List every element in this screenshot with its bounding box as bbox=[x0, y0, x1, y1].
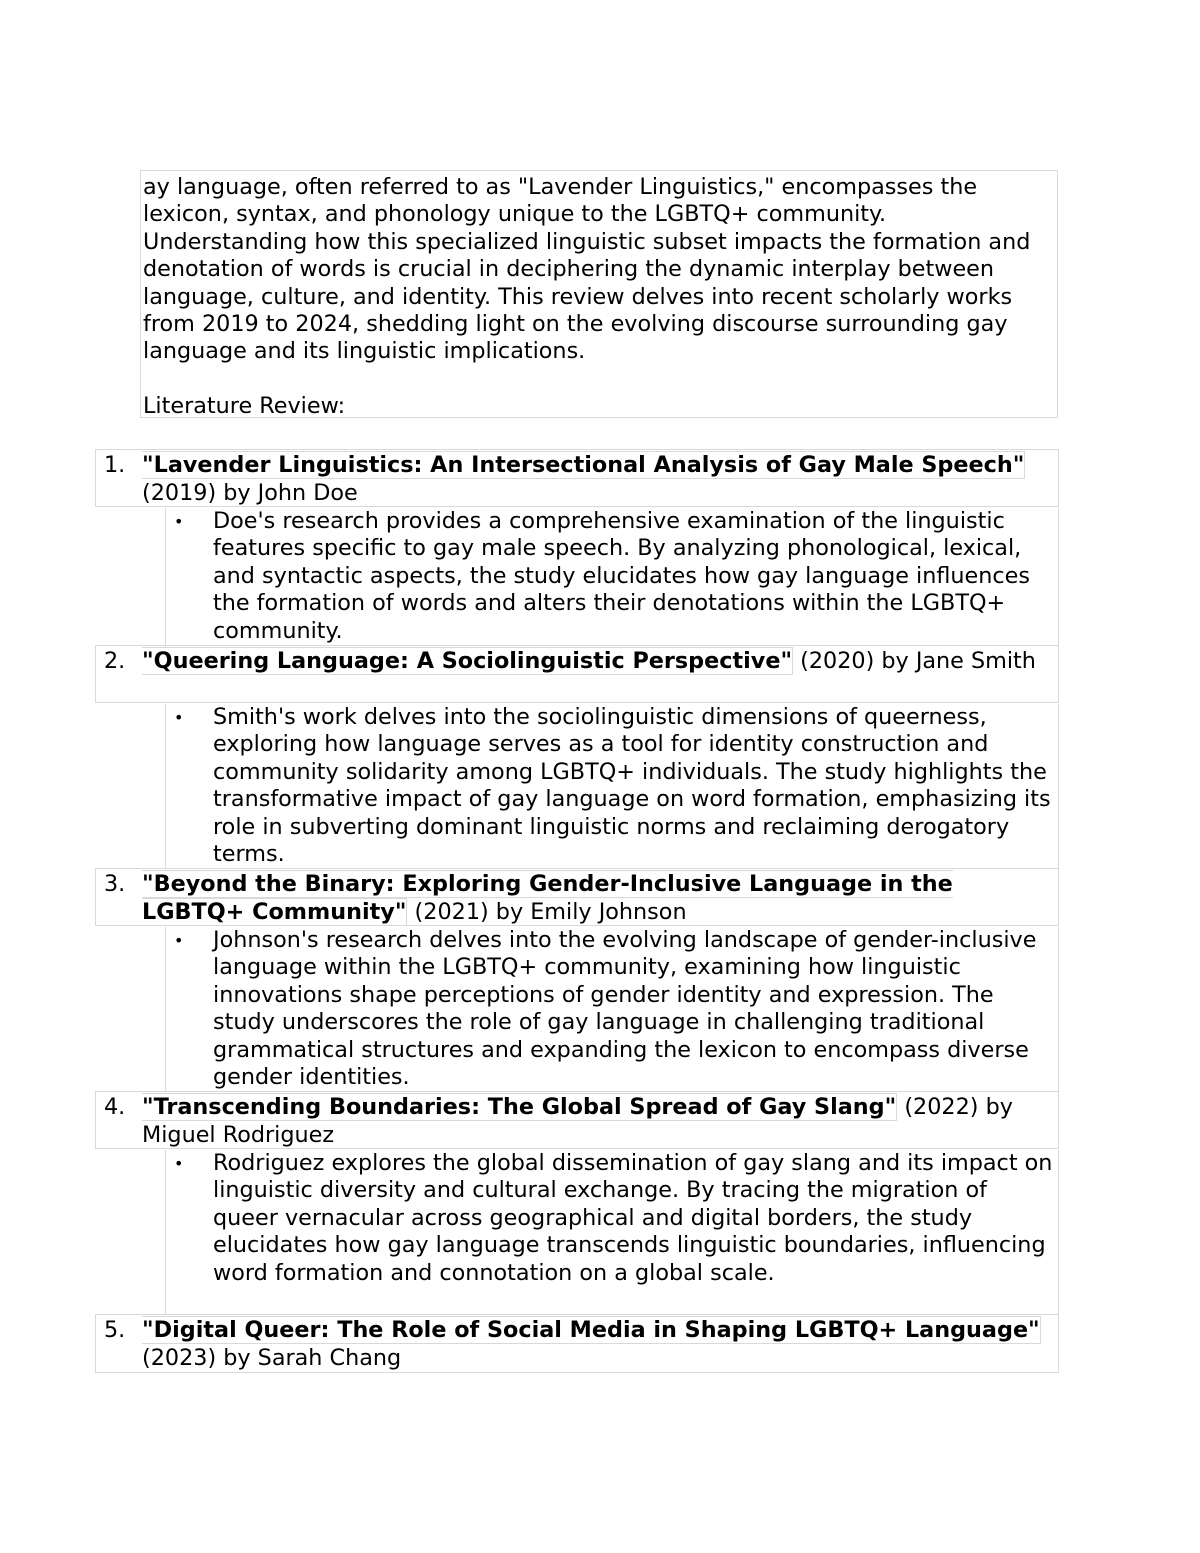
citation-meta: (2021) by Emily Johnson bbox=[407, 898, 687, 925]
bullet-icon: • bbox=[174, 1154, 184, 1173]
bullet-icon: • bbox=[174, 512, 184, 531]
list-item-description bbox=[165, 704, 1059, 868]
list-item-heading bbox=[95, 1091, 1059, 1149]
list-item-heading bbox=[95, 449, 1059, 507]
list-number: 5. bbox=[104, 1317, 126, 1343]
list-number: 1. bbox=[104, 452, 126, 478]
list-number: 3. bbox=[104, 871, 126, 897]
citation-title: "Digital Queer: The Role of Social Media in Shaping LGBTQ+ Language" bbox=[142, 1317, 1040, 1343]
description-text: Doe's research provides a comprehensive examination of the linguistic features specific to gay male speech. By analyzing phonological, lexical, and syntactic aspects, the study elucidates how gay language influences the formation of words and alters their denotations within the LGBTQ+ community. bbox=[213, 508, 1030, 644]
citation bbox=[142, 1094, 1047, 1149]
list-item-heading bbox=[95, 645, 1059, 703]
list-item-description bbox=[165, 508, 1059, 645]
literature-review-heading: Literature Review: bbox=[143, 393, 346, 420]
citation bbox=[142, 1317, 1047, 1372]
list-item-description bbox=[165, 1150, 1059, 1314]
citation-title: "Lavender Linguistics: An Intersectional Analysis of Gay Male Speech" bbox=[142, 452, 1025, 478]
citation-title: "Beyond the Binary: Exploring Gender-Inclusive Language in the LGBTQ+ Community" bbox=[142, 871, 953, 925]
citation-title: "Transcending Boundaries: The Global Spread of Gay Slang" bbox=[142, 1094, 897, 1120]
bullet-icon: • bbox=[174, 931, 184, 950]
description-text: Rodriguez explores the global dissemination of gay slang and its impact on linguistic diversity and cultural exchange. By tracing the migration of queer vernacular across geographical and digital borders, the study elucidates how gay language transcends linguistic boundaries, influencing word formation and connotation on a global scale. bbox=[213, 1150, 1053, 1286]
citation-meta: (2020) by Jane Smith bbox=[793, 648, 1036, 674]
citation-meta: (2022) by Miguel Rodriguez bbox=[142, 1094, 1013, 1148]
intro-paragraph: ay language, often referred to as "Lavender Linguistics," encompasses the lexicon, syntax, and phonology unique to the LGBTQ+ community. Understanding how this specialized linguistic subset impacts the formation and denotation of words is crucial in deciphering the dynamic interplay between language, culture, and identity. This review delves into recent scholarly works from 2019 to 2024, shedding light on the evolving discourse surrounding gay language and its linguistic implications. bbox=[143, 174, 1031, 365]
description-text: Johnson's research delves into the evolving landscape of gender-inclusive language within the LGBTQ+ community, examining how linguistic innovations shape perceptions of gender identity and expression. The study underscores the role of gay language in challenging traditional grammatical structures and expanding the lexicon to encompass diverse gender identities. bbox=[213, 927, 1037, 1091]
citation-meta: (2023) by Sarah Chang bbox=[142, 1344, 402, 1371]
list-item-heading bbox=[95, 868, 1059, 926]
intro-section bbox=[140, 170, 1058, 418]
description-text: Smith's work delves into the sociolinguistic dimensions of queerness, exploring how language serves as a tool for identity construction and community solidarity among LGBTQ+ individuals. The study highlights the transformative impact of gay language on word formation, emphasizing its role in subverting dominant linguistic norms and reclaiming derogatory terms. bbox=[213, 704, 1051, 868]
citation-meta: (2019) by John Doe bbox=[142, 479, 358, 506]
list-item-description bbox=[165, 927, 1059, 1091]
list-item-heading bbox=[95, 1314, 1059, 1373]
list-number: 4. bbox=[104, 1094, 126, 1120]
citation bbox=[142, 648, 1047, 676]
bullet-icon: • bbox=[174, 708, 184, 727]
citation-title: "Queering Language: A Sociolinguistic Perspective" bbox=[142, 648, 793, 674]
citation bbox=[142, 452, 1047, 507]
list-number: 2. bbox=[104, 648, 126, 674]
citation bbox=[142, 871, 1047, 926]
